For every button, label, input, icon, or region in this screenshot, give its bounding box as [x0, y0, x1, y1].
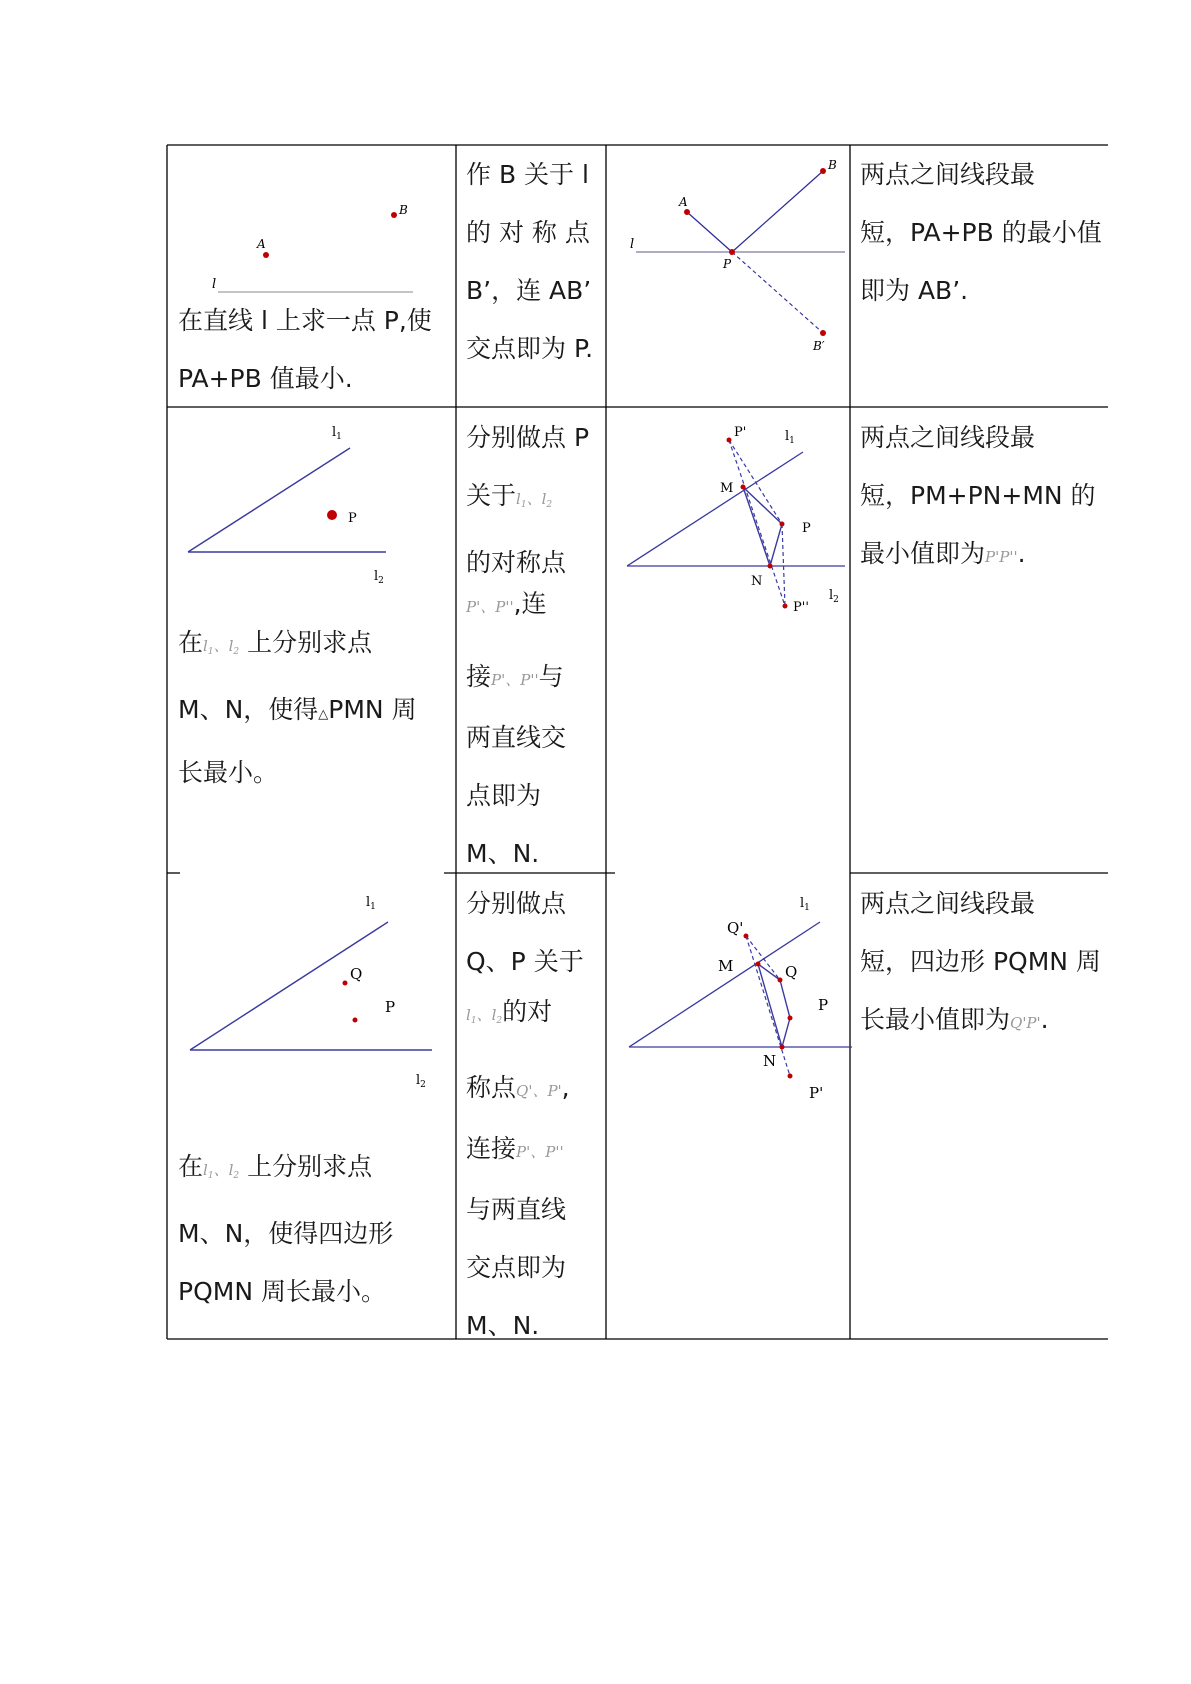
point-q-label: Q — [350, 965, 363, 983]
point-q — [778, 978, 783, 983]
row1-method-text — [466, 146, 604, 378]
row3-method-text — [466, 875, 604, 1372]
row2-method-line2: 关于$l_1$、$l_2$ — [466, 481, 553, 510]
row1-reason-line1: 两点之间线段最 — [860, 160, 1036, 189]
point-b-label: B — [399, 203, 408, 217]
row2-method-line8: M、N. — [466, 839, 540, 864]
point-p-double-prime-label: P'' — [793, 600, 809, 615]
point-q-prime — [744, 934, 749, 939]
row3-problem-line1: 在$l_1$、$l_2$ 上分别求点 — [178, 1152, 373, 1181]
row3-problem-text — [178, 1138, 452, 1321]
point-p-double-prime — [783, 604, 788, 609]
point-p-label: P — [348, 511, 357, 526]
line-l1-label: $l_1$ — [785, 429, 795, 446]
row1-problem-line2: PA+PB 值最小. — [178, 364, 353, 393]
row2-problem-line2: M、N，使得△PMN 周 — [178, 695, 417, 724]
point-p-label: P — [818, 996, 829, 1014]
row1-reason-line2: 短，PA+PB 的最小值 — [860, 218, 1102, 247]
row3-reason-text — [860, 875, 1110, 1052]
line-l1-label: $l_1$ — [332, 425, 342, 442]
row3-method-line5: 连接P'、P'' — [466, 1134, 564, 1163]
row2-solution-figure — [610, 412, 848, 622]
point-q-label: Q — [785, 963, 798, 981]
point-n — [780, 1045, 785, 1050]
line-l1-label: $l_1$ — [366, 895, 376, 912]
row2-method-line5: 接P'、P''与 — [466, 662, 564, 691]
point-m-label: M — [718, 957, 734, 975]
line-l2-label: $l_2$ — [416, 1073, 426, 1090]
row3-method-line1: 分别做点 — [466, 889, 567, 918]
row2-reason-text — [860, 409, 1110, 586]
row1-method-line4: 交点即为 P. — [466, 334, 594, 363]
line-l-label: l — [630, 237, 635, 252]
point-p-prime — [788, 1074, 793, 1079]
row2-problem-line1: 在$l_1$、$l_2$ 上分别求点 — [178, 628, 373, 657]
row1-reason-line3: 即为 AB’. — [860, 276, 969, 305]
row3-method-line2: Q、P 关于 — [466, 947, 584, 976]
point-a-label: A — [257, 237, 266, 251]
line-l1-label: $l_1$ — [800, 896, 810, 913]
row3-method-line7: 交点即为 — [466, 1253, 567, 1282]
row2-problem-text — [178, 614, 452, 802]
point-p — [327, 510, 337, 520]
row3-problem-line2: M、N，使得四边形 — [178, 1219, 394, 1248]
row1-method-line2: 的 对 称 点 — [466, 218, 590, 247]
line-l2-label: $l_2$ — [374, 569, 384, 586]
point-m-label: M — [720, 481, 734, 496]
row1-problem-text — [178, 292, 452, 408]
row3-method-line3: $l_1$、$l_2$的对 — [466, 997, 553, 1026]
row2-reason-line2: 短，PM+PN+MN 的 — [860, 481, 1096, 510]
row3-method-line6: 与两直线 — [466, 1195, 567, 1224]
point-n — [768, 564, 773, 569]
point-p-prime — [727, 438, 732, 443]
point-p — [788, 1016, 793, 1021]
row2-problem-figure — [170, 412, 450, 602]
point-p-label: P — [723, 257, 732, 271]
row3-method-line8: M、N. — [466, 1311, 540, 1340]
point-p — [353, 1018, 358, 1023]
row3-solution-figure — [610, 880, 855, 1120]
row2-reason-line1: 两点之间线段最 — [860, 423, 1036, 452]
point-p-label: P — [385, 998, 396, 1016]
point-p — [729, 249, 735, 255]
point-b — [391, 212, 397, 218]
point-m — [741, 485, 746, 490]
point-n-label: N — [763, 1052, 777, 1070]
point-b-prime — [820, 330, 826, 336]
point-p-prime-label: P' — [809, 1084, 824, 1102]
point-a — [684, 209, 690, 215]
line-l2-label: $l_2$ — [829, 588, 839, 605]
row1-solution-figure — [610, 150, 848, 400]
point-a — [263, 252, 269, 258]
point-b-prime-label: B′ — [813, 339, 825, 353]
point-m — [756, 962, 761, 967]
line-l-label: l — [212, 277, 217, 292]
row2-method-line4: P'、P'',连 — [466, 589, 547, 618]
point-q — [343, 981, 348, 986]
row1-method-line3: B’，连 AB’ — [466, 276, 592, 305]
point-q-prime-label: Q' — [727, 919, 744, 937]
row2-problem-line3: 长最小。 — [178, 758, 279, 787]
row2-method-line3: 的对称点 — [466, 548, 567, 577]
row1-problem-figure — [170, 150, 450, 310]
row2-method-line7: 点即为 — [466, 781, 542, 810]
row3-reason-line2: 短，四边形 PQMN 周 — [860, 947, 1101, 976]
point-p — [780, 522, 785, 527]
row2-reason-line3: 最小值即为P'P''. — [860, 539, 1026, 568]
row1-reason-text — [860, 146, 1110, 320]
row2-method-text — [466, 409, 604, 864]
row3-reason-line3: 长最小值即为Q'P'. — [860, 1005, 1049, 1034]
point-a-label: A — [679, 195, 688, 209]
row3-problem-line3: PQMN 周长最小。 — [178, 1277, 386, 1306]
row3-reason-line1: 两点之间线段最 — [860, 889, 1036, 918]
point-b-label: B — [828, 158, 837, 172]
row3-problem-figure — [170, 878, 450, 1108]
point-n-label: N — [751, 574, 763, 589]
row2-method-line6: 两直线交 — [466, 723, 567, 752]
point-p-label: P — [802, 521, 811, 536]
row3-method-line4: 称点Q'、P', — [466, 1073, 570, 1102]
row1-method-line1: 作 B 关于 l — [466, 160, 589, 189]
row2-method-line1: 分别做点 P — [466, 423, 590, 452]
point-p-prime-label: P' — [734, 425, 747, 440]
row1-problem-line1: 在直线 l 上求一点 P,使 — [178, 306, 432, 335]
point-b — [820, 168, 826, 174]
